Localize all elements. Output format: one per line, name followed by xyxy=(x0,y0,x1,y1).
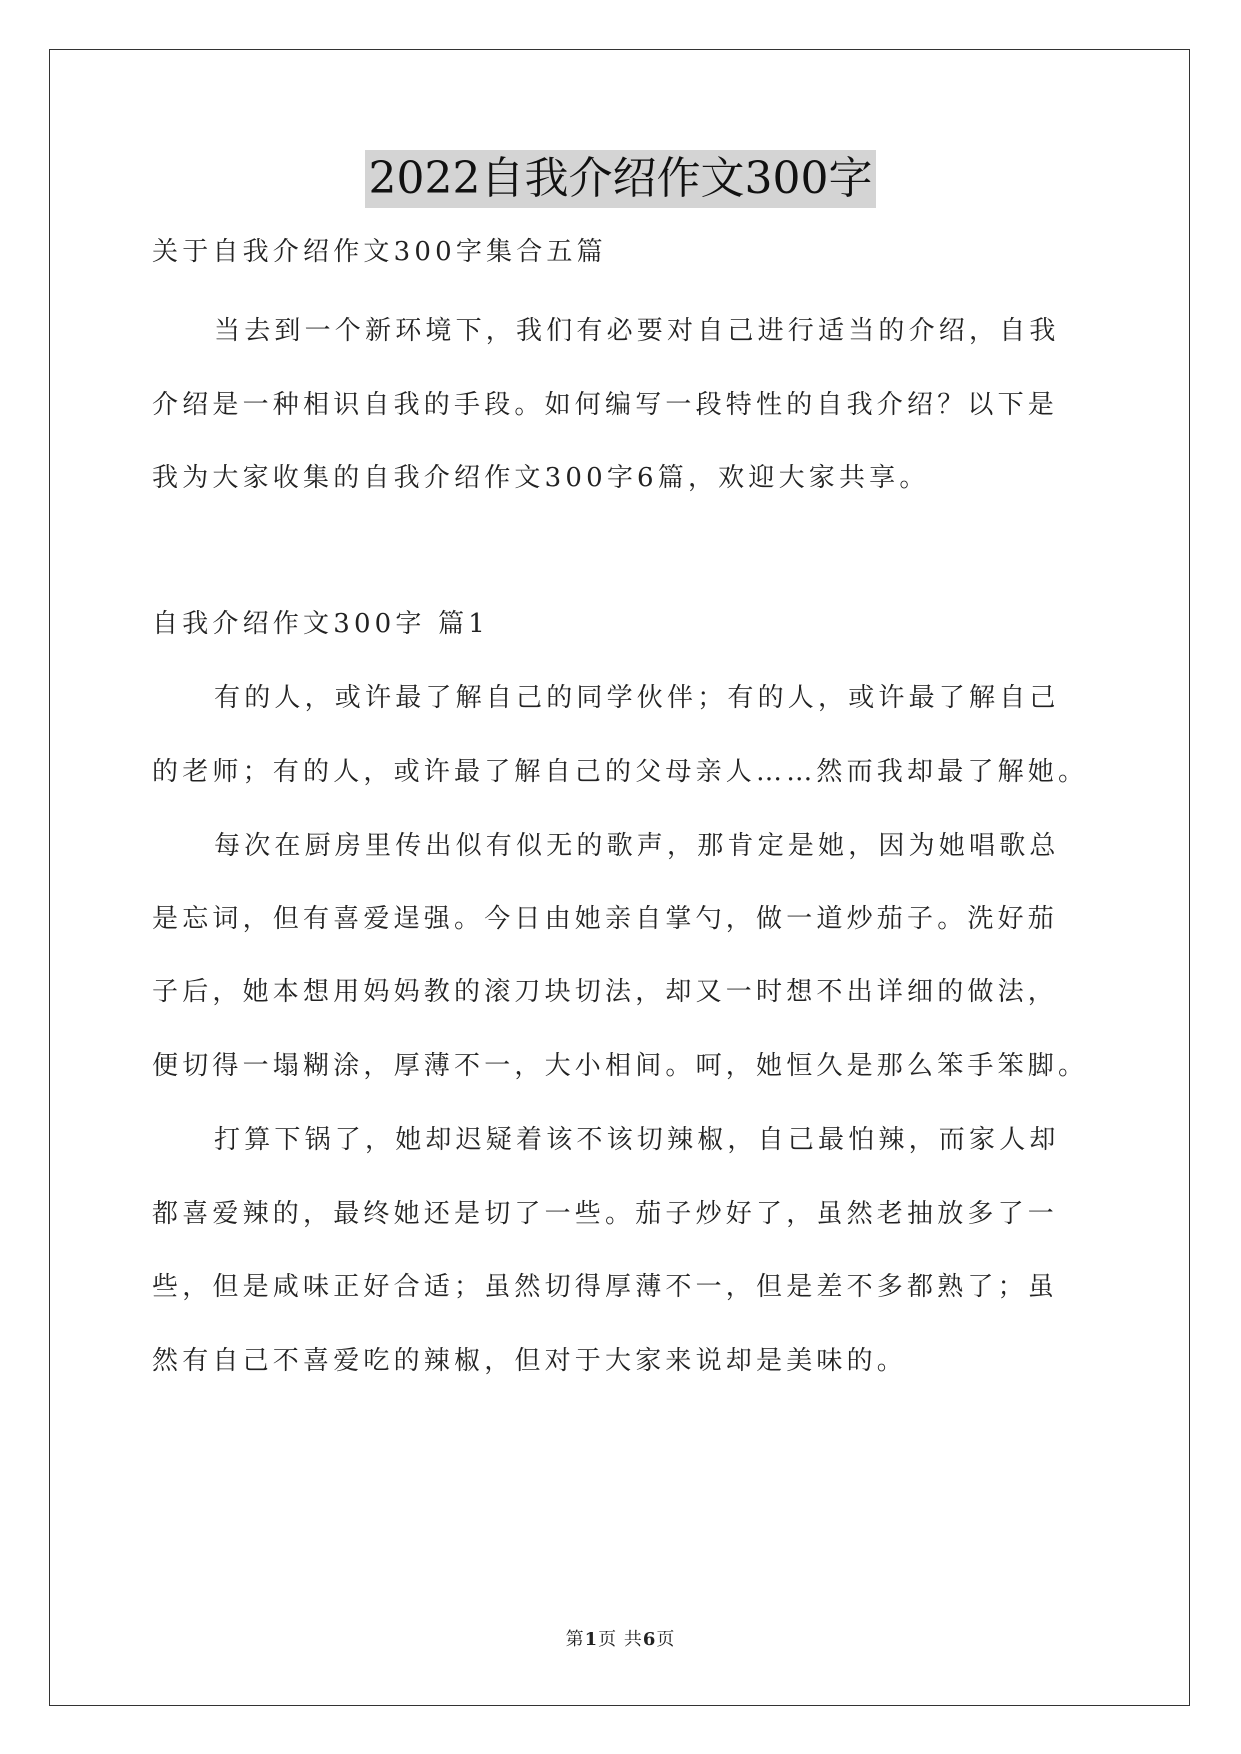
total-pages-number: 6 xyxy=(642,1629,657,1650)
document-title: 2022自我介绍作文300字 xyxy=(365,150,877,208)
footer-prefix: 第 xyxy=(565,1629,585,1650)
body-line: 有的人，或许最了解自己的同学伙伴；有的人，或许最了解自己 xyxy=(214,683,1060,713)
page-border xyxy=(49,49,1190,1706)
page-footer xyxy=(0,1625,1241,1651)
body-line: 子后，她本想用妈妈教的滚刀块切法，却又一时想不出详细的做法， xyxy=(152,977,1059,1007)
body-line: 都喜爱辣的，最终她还是切了一些。茄子炒好了，虽然老抽放多了一 xyxy=(152,1199,1059,1229)
intro-line: 我为大家收集的自我介绍作文300字6篇，欢迎大家共享。 xyxy=(152,463,930,493)
body-line: 每次在厨房里传出似有似无的歌声，那肯定是她，因为她唱歌总 xyxy=(214,831,1060,861)
body-line: 打算下锅了，她却迟疑着该不该切辣椒，自己最怕辣，而家人却 xyxy=(214,1125,1060,1155)
body-line: 些，但是咸味正好合适；虽然切得厚薄不一，但是差不多都熟了；虽 xyxy=(152,1272,1059,1302)
intro-line: 当去到一个新环境下，我们有必要对自己进行适当的介绍，自我 xyxy=(214,316,1060,346)
current-page-number: 1 xyxy=(584,1629,599,1650)
section-heading: 自我介绍作文300字 篇1 xyxy=(152,609,490,639)
body-line: 是忘词，但有喜爱逞强。今日由她亲自掌勺，做一道炒茄子。洗好茄 xyxy=(152,904,1059,934)
subtitle: 关于自我介绍作文300字集合五篇 xyxy=(152,237,607,267)
footer-suffix: 页 xyxy=(656,1629,676,1650)
body-line: 的老师；有的人，或许最了解自己的父母亲人……然而我却最了解她。 xyxy=(152,757,1089,787)
body-line: 便切得一塌糊涂，厚薄不一，大小相间。呵，她恒久是那么笨手笨脚。 xyxy=(152,1051,1089,1081)
title-container xyxy=(0,150,1241,208)
footer-mid: 页 共 xyxy=(598,1629,643,1650)
intro-line: 介绍是一种相识自我的手段。如何编写一段特性的自我介绍？以下是 xyxy=(152,390,1059,420)
body-line: 然有自己不喜爱吃的辣椒，但对于大家来说却是美味的。 xyxy=(152,1346,908,1376)
